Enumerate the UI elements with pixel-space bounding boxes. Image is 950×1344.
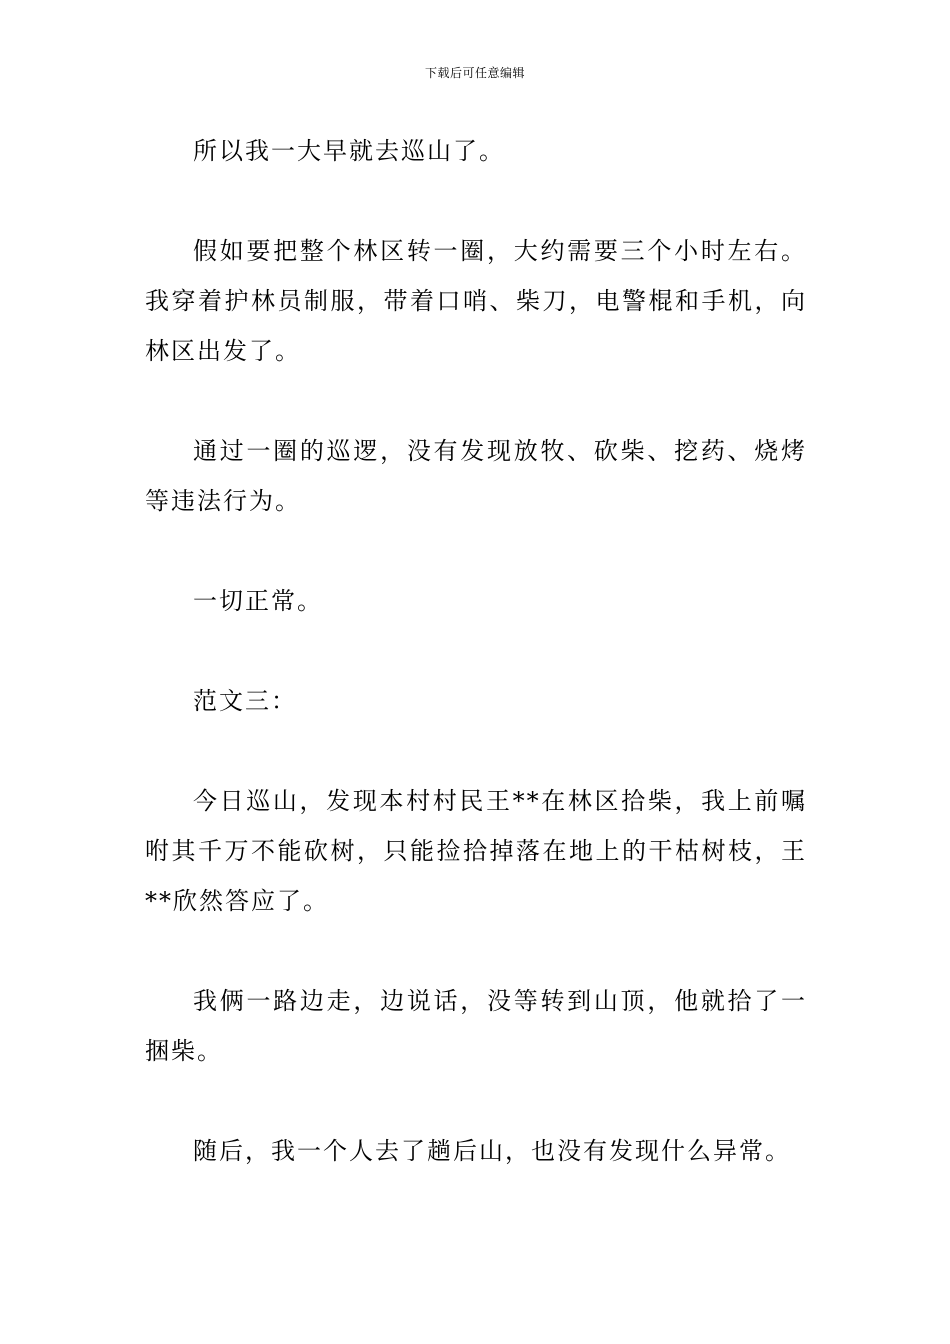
page-header: 下载后可任意编辑 (424, 66, 525, 80)
paragraph: 所以我一大早就去巡山了。 (193, 137, 505, 165)
paragraph: 随后，我一个人去了趟后山，也没有发现什么异常。 (193, 1137, 791, 1165)
paragraph: 今日巡山，发现本村村民王**在林区拾柴，我上前嘱咐其千万不能砍树，只能捡拾掉落在地上的干枯树枝，王**欣然答应了。 (145, 787, 807, 915)
paragraph: 一切正常。 (193, 587, 323, 615)
paragraph: 通过一圈的巡逻，没有发现放牧、砍柴、挖药、烧烤等违法行为。 (145, 437, 807, 515)
paragraph: 假如要把整个林区转一圈，大约需要三个小时左右。我穿着护林员制服，带着口哨、柴刀，电警棍和手机，向林区出发了。 (145, 237, 807, 365)
section-heading: 范文三： (193, 687, 297, 715)
paragraph: 我俩一路边走，边说话，没等转到山顶，他就拾了一捆柴。 (145, 987, 807, 1065)
document-body (145, 126, 807, 1226)
